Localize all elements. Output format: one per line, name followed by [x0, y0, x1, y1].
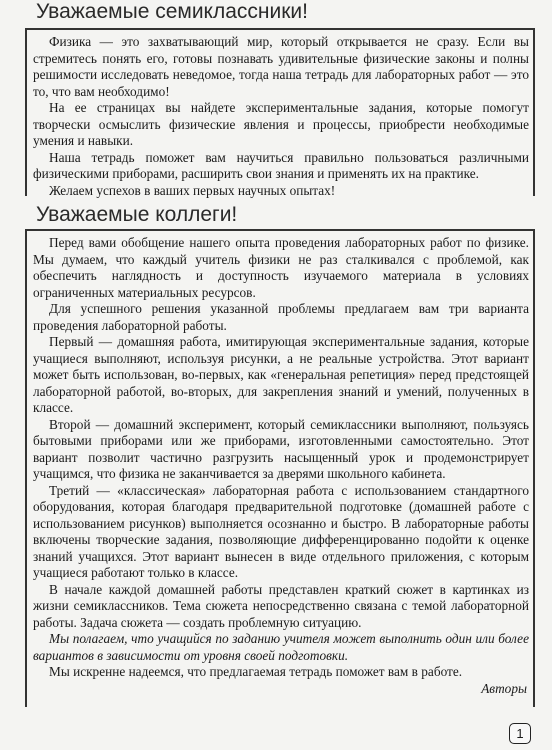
paragraph: Физика — это захватывающий мир, который открывается не сразу. Если вы стремитесь понять его, готовы познавать удивительные физические законы и полны решимости исследовать неведомое, тогда наша тетрадь для лабораторных работ — это то, что вам необходимо!: [33, 34, 529, 99]
paragraph: В начале каждой домашней работы представлен краткий сюжет в картинках из жизни семиклассников. Тема сюжета непосредственно связана с темой лабораторной работы. Задача сюжета — создать проблемную ситуацию.: [33, 581, 529, 630]
paragraph: Для успешного решения указанной проблемы предлагаем вам три варианта проведения лабораторной работы.: [33, 301, 529, 333]
page-number: 1: [509, 723, 531, 744]
paragraph: Наша тетрадь поможет вам научиться правильно пользоваться различными физическими приборами, расширить свои знания и применять их на практике.: [33, 149, 529, 181]
paragraph-italic: Мы полагаем, что учащийся по заданию учителя может выполнить один или более вариантов в зависимости от уровня своей подготовки.: [33, 631, 529, 663]
heading-colleagues: Уважаемые коллеги!: [36, 203, 238, 226]
paragraph: Желаем успехов в ваших первых научных опытах!: [49, 182, 336, 198]
paragraph: На ее страницах вы найдете экспериментальные задания, которые помогут творчески осмыслить физические явления и процессы, приобрести необходимые умения и навыки.: [33, 100, 529, 148]
students-text: [33, 34, 529, 199]
colleagues-text: [33, 235, 529, 697]
signature: Авторы: [481, 680, 527, 696]
paragraph: Третий — «классическая» лабораторная работа с использованием стандартного оборудования, которая благодаря предварительной подготовке (домашней работе с использованием рисунков) выполняется осознанно и быстро. В лабораторные работы включены творческие задания, позволяющие дифференцированно подойти к оценке знаний учащихся. Этот вариант вынесен в виде отдельного приложения, с которым учащиеся работают только в классе.: [33, 482, 529, 580]
heading-students: Уважаемые семиклассники!: [36, 0, 308, 23]
paragraph: Перед вами обобщение нашего опыта проведения лабораторных работ по физике. Мы думаем, что каждый учитель физики не раз сталкивался с проблемой, как обеспечить наглядность и доступность изучаемого материала в условиях ограниченных материальных ресурсов.: [33, 235, 529, 300]
paragraph: Второй — домашний эксперимент, который семиклассники выполняют, пользуясь бытовыми приборами или же приборами, изготовленными самостоятельно. Этот вариант позволит частично разгрузить насыщенный урок и продемонстрирует учащимся, что физика не заканчивается за дверями школьного кабинета.: [33, 416, 529, 481]
paragraph: Первый — домашняя работа, имитирующая экспериментальные задания, которые учащиеся выполняют, используя рисунки, а не реальные устройства. Этот вариант может быть использован, во-первых, как «генеральная репетиция» перед предстоящей лабораторной работой, во-вторых, для закрепления знаний и умений, полученных в классе.: [33, 334, 529, 415]
paragraph: Мы искренне надеемся, что предлагаемая тетрадь поможет вам в работе.: [49, 664, 463, 679]
